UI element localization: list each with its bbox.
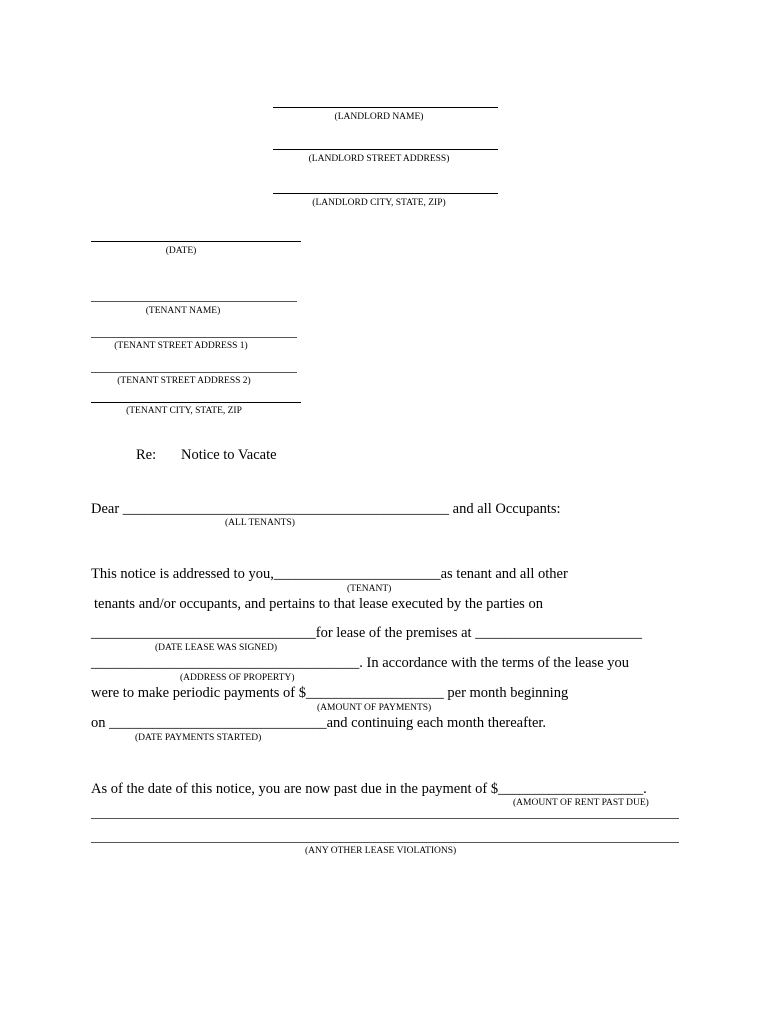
tenant-street2-label: (TENANT STREET ADDRESS 2) xyxy=(117,376,251,386)
violations-label: (ANY OTHER LEASE VIOLATIONS) xyxy=(305,846,457,856)
tenant-name-label: (TENANT NAME) xyxy=(145,306,221,316)
date-payments-started-label: (DATE PAYMENTS STARTED) xyxy=(135,733,262,743)
payments-start-blank[interactable]: ______________________________ xyxy=(109,715,327,731)
violations-line-2[interactable] xyxy=(91,842,679,843)
body-line-4 xyxy=(91,655,629,672)
body-line-2: tenants and/or occupants, and pertains to that lease executed by the parties on xyxy=(94,596,543,612)
per-month-text: per month beginning xyxy=(447,685,569,701)
tenant-city-label: (TENANT CITY, STATE, ZIP xyxy=(126,406,242,416)
landlord-street-line[interactable] xyxy=(273,149,498,150)
tenant-street2-line[interactable] xyxy=(91,372,297,373)
as-tenant-text: as tenant and all other xyxy=(440,566,568,582)
salutation-dear xyxy=(91,501,561,518)
past-due-line xyxy=(91,781,647,798)
date-line[interactable] xyxy=(91,241,301,242)
body-line-1 xyxy=(91,566,568,583)
addressed-text: This notice is addressed to you, xyxy=(91,566,274,582)
past-due-period: . xyxy=(643,781,647,797)
landlord-name-line[interactable] xyxy=(273,107,498,108)
landlord-name-label: (LANDLORD NAME) xyxy=(334,112,424,122)
landlord-city-line[interactable] xyxy=(273,193,498,194)
date-signed-blank[interactable]: _______________________________ xyxy=(91,625,316,641)
re-label: Re: xyxy=(136,447,157,463)
accordance-text: . In accordance with the terms of the lease you xyxy=(359,655,630,671)
body-line-3 xyxy=(91,625,642,642)
property-address-blank[interactable]: _____________________________________ xyxy=(91,655,360,671)
amount-past-due-label: (AMOUNT OF RENT PAST DUE) xyxy=(513,798,649,808)
periodic-payments-text: were to make periodic payments of $ xyxy=(91,685,307,701)
tenant-name-line[interactable] xyxy=(91,301,297,302)
violations-line-1[interactable] xyxy=(91,818,679,819)
past-due-text: As of the date of this notice, you are now past due in the payment of $ xyxy=(91,781,499,797)
body-line-5 xyxy=(91,685,568,702)
property-address-label: (ADDRESS OF PROPERTY) xyxy=(180,673,295,683)
date-label: (DATE) xyxy=(165,246,197,256)
continuing-text: and continuing each month thereafter. xyxy=(326,715,547,731)
landlord-city-label: (LANDLORD CITY, STATE, ZIP) xyxy=(312,198,446,208)
past-due-amount-blank[interactable]: ____________________ xyxy=(498,781,644,797)
all-tenants-blank[interactable]: _____________________________________________ xyxy=(122,501,450,517)
landlord-street-label: (LANDLORD STREET ADDRESS) xyxy=(308,154,450,164)
all-occupants-text: and all Occupants: xyxy=(452,501,561,517)
payment-amount-blank[interactable]: ___________________ xyxy=(306,685,444,701)
body-line-6 xyxy=(91,715,546,732)
on-text: on xyxy=(91,715,106,731)
tenant-street1-line[interactable] xyxy=(91,337,297,338)
tenant-street1-label: (TENANT STREET ADDRESS 1) xyxy=(114,341,248,351)
tenant-blank[interactable]: _______________________ xyxy=(273,566,441,582)
premises-blank[interactable]: _______________________ xyxy=(475,625,642,641)
tenant-label: (TENANT) xyxy=(347,584,392,594)
dear-text: Dear xyxy=(91,501,120,517)
tenant-city-line[interactable] xyxy=(91,402,301,403)
amount-of-payments-label: (AMOUNT OF PAYMENTS) xyxy=(317,703,432,713)
date-signed-label: (DATE LEASE WAS SIGNED) xyxy=(155,643,277,653)
all-tenants-label: (ALL TENANTS) xyxy=(225,518,295,528)
lease-premises-text: for lease of the premises at xyxy=(315,625,472,641)
notice-title: Notice to Vacate xyxy=(181,447,277,463)
